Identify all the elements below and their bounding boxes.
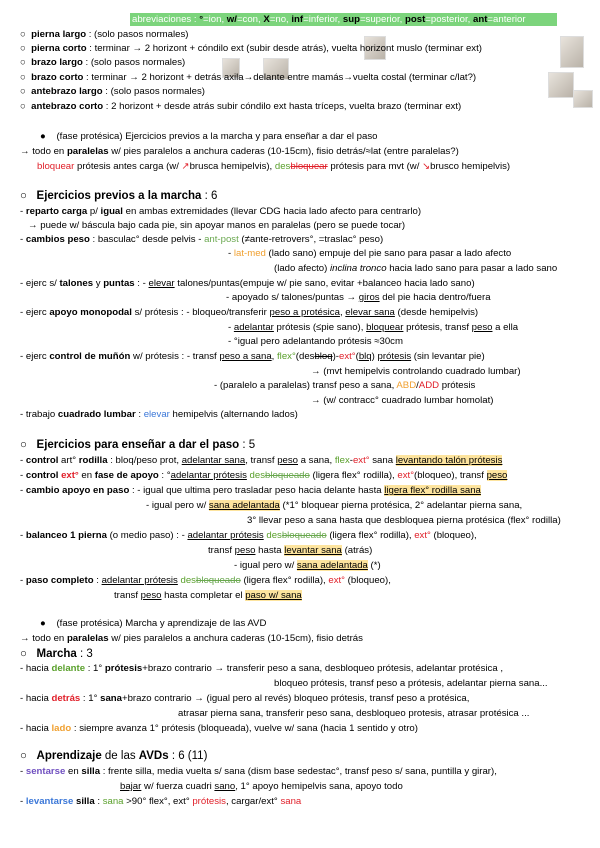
abbreviations-bar: abreviaciones : °=ion, w/=con, X=no, inf=inferior, sup=superior, post=posterior, ant=anterior [130, 13, 557, 26]
text-line: - ejerc apoyo monopodal s/ prótesis : - bloqueo/transferir peso a protésica, elevar sana (desde hemipelvis) [20, 307, 479, 318]
section-title: ○ Aprendizaje de las AVDs : 6 (11) [20, 750, 208, 762]
text-line: - (paralelo a paralelas) transf peso a sana, ABD/ADD prótesis [214, 380, 476, 391]
text-line: transf peso hasta levantar sana (atrás) [208, 545, 373, 556]
text-line: → todo en paralelas w/ pies paralelos a anchura caderas (10-15cm), fisio detrás [20, 633, 363, 644]
list-item: ○ pierna largo : (solo pasos normales) [20, 29, 189, 40]
text-line: - levantarse silla : sana >90° flex°, ext° prótesis, cargar/ext° sana [20, 796, 302, 807]
bandage-photo-2 [560, 36, 584, 68]
text-line: - hacia delante : 1° prótesis+brazo contrario → transferir peso a sana, desbloqueo prótesis, adelantar protésica , [20, 663, 504, 674]
text-line: - °igual pero adelantando prótesis ≈30cm [228, 336, 403, 347]
text-line: - control art° rodilla : bloq/peso prot, adelantar sana, transf peso a sana, flex-ext° sana levantando talón prótesis [20, 455, 503, 466]
bandage-photo-5 [548, 72, 574, 98]
section-title: ○ Ejercicios previos a la marcha : 6 [20, 190, 218, 202]
text-line: bloquear prótesis antes carga (w/ ↗brusca hemipelvis), desbloquear prótesis para mvt (w/ ↘brusco hemipelvis) [37, 161, 511, 172]
text-line: - reparto carga p/ igual en ambas extremidades (llevar CDG hacia lado afecto para centrarlo) [20, 206, 422, 217]
text-line: → todo en paralelas w/ pies paralelos a anchura caderas (10-15cm), fisio detrás/≈lat (entre paralelas?) [20, 146, 459, 157]
text-line: - sentarse en silla : frente silla, media vuelta s/ sana (dism base sedestac°, transf peso s/ sana, puntilla y girar), [20, 766, 497, 777]
text-line: - apoyado s/ talones/puntas → giros del pie hacia dentro/fuera [226, 292, 491, 303]
text-line: - cambio apoyo en paso : - igual que ultima pero trasladar peso hacia delante hasta ligera flex° rodilla sana [20, 485, 481, 496]
text-line: → (w/ contracc° cuadrado lumbar homolat) [311, 395, 494, 406]
bandage-photo-6 [573, 90, 593, 108]
bullet-heading: ● (fase protésica) Marcha y aprendizaje de las AVD [40, 618, 267, 629]
text-line: - igual pero w/ sana adelantada (*1° bloquear pierna protésica, 2° adelantar pierna sana, [146, 500, 523, 511]
text-line: atrasar pierna sana, transferir peso sana, desbloqueo protesis, atrasar protésica ... [178, 708, 530, 719]
text-line: - control ext° en fase de apoyo : °adelantar prótesis desbloqueado (ligera flex° rodilla), ext°(bloqueo), transf peso [20, 470, 508, 481]
text-line: - paso completo : adelantar prótesis desbloqueado (ligera flex° rodilla), ext° (bloqueo), [20, 575, 391, 586]
text-line: transf peso hasta completar el paso w/ sana [114, 590, 302, 601]
bullet-heading: ● (fase protésica) Ejercicios previos a la marcha y para enseñar a dar el paso [40, 131, 378, 142]
section-title: ○ Marcha : 3 [20, 648, 93, 660]
text-line: → (mvt hemipelvis controlando cuadrado lumbar) [311, 366, 521, 377]
text-line: - balanceo 1 pierna (o medio paso) : - adelantar prótesis desbloqueado (ligera flex° rodilla), ext° (bloqueo), [20, 530, 477, 541]
text-line: - cambios peso : basculac° desde pelvis - ant-post (≠ante-retrovers°, =traslac° peso) [20, 234, 384, 245]
text-line: bloqueo prótesis, transf peso a prótesis, adelantar pierna sana... [274, 678, 548, 689]
text-line: - hacia lado : siempre avanza 1° prótesis (bloqueada), vuelve w/ sana (hacia 1 sentido y otro) [20, 723, 418, 734]
list-item: ○ pierna corto : terminar → 2 horizont + cóndilo ext (subir desde atrás), vuelta horizont muslo (terminar ext) [20, 43, 482, 54]
list-item: ○ antebrazo largo : (solo pasos normales) [20, 86, 205, 97]
text-line: - adelantar prótesis (≤pie sano), bloquear prótesis, transf peso a ella [228, 322, 519, 333]
list-item: ○ brazo largo : (solo pasos normales) [20, 57, 186, 68]
text-line: - trabajo cuadrado lumbar : elevar hemipelvis (alternando lados) [20, 409, 298, 420]
text-line: - hacia detrás : 1° sana+brazo contrario → (igual pero al revés) bloqueo prótesis, transf peso a protésica, [20, 693, 470, 704]
list-item: ○ antebrazo corto : 2 horizont + desde atrás subir cóndilo ext hasta tríceps, vuelta brazo (terminar ext) [20, 101, 462, 112]
text-line: - lat-med (lado sano) empuje del pie sano para pasar a lado afecto [228, 248, 512, 259]
text-line: - ejerc s/ talones y puntas : - elevar talones/puntas(empuje w/ pie sano, evitar +balanceo hacia lado sano) [20, 278, 475, 289]
text-line: 3° llevar peso a sana hasta que desbloquea pierna protésica (flex° rodilla) [247, 515, 561, 526]
section-title: ○ Ejercicios para enseñar a dar el paso : 5 [20, 439, 256, 451]
text-line: → puede w/ báscula bajo cada pie, sin apoyar manos en paralelas (pero se puede tocar) [28, 220, 406, 231]
text-line: - igual pero w/ sana adelantada (*) [234, 560, 381, 571]
text-line: - ejerc control de muñón w/ prótesis : - transf peso a sana, flex°(desbloq)-ext°(blq) prótesis (sin levantar pie) [20, 351, 485, 362]
list-item: ○ brazo corto : terminar → 2 horizont + detrás axila→delante entre mamás→vuelta costal (terminar c/lat?) [20, 72, 477, 83]
text-line: bajar w/ fuerza cuadri sano, 1° apoyo hemipelvis sana, apoyo todo [120, 781, 403, 792]
text-line: (lado afecto) inclina tronco hacia lado sano para pasar a lado sano [274, 263, 558, 274]
